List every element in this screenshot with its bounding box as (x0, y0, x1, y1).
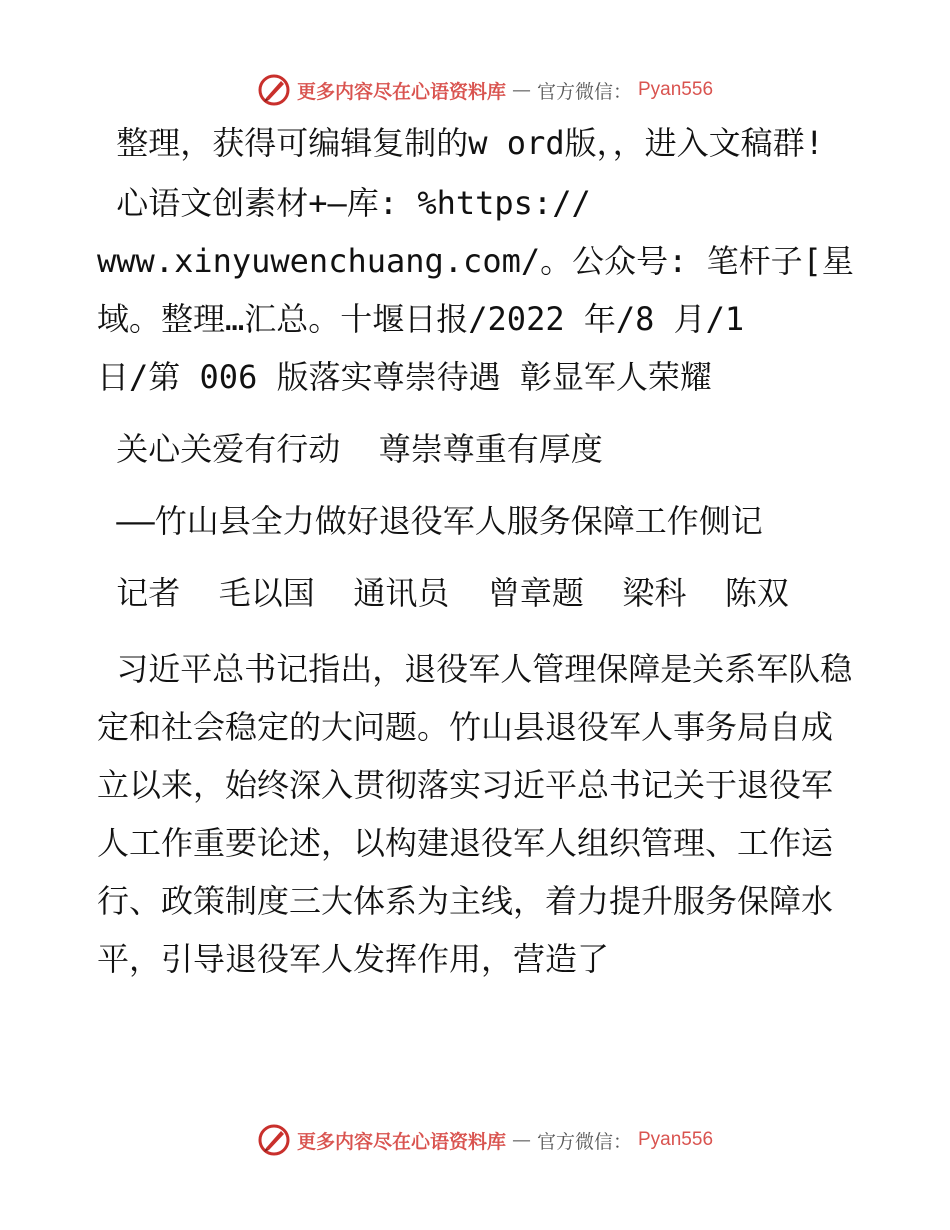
pen-logo-icon (257, 1123, 291, 1157)
header-banner-label: 官方微信： (536, 80, 632, 103)
article-subheadline: ——竹山县全力做好退役军人服务保障工作侧记 (97, 502, 763, 540)
footer-banner-wechat-id: Pyan556 (638, 1129, 714, 1150)
pen-logo-icon (257, 73, 291, 107)
footer-banner-label: 官方微信： (536, 1130, 632, 1153)
header-banner-text: 更多内容尽在心语资料库 (296, 80, 506, 103)
source-paragraph: 心语文创素材+—库: %https:// www.xinyuwenchuang.com/。公众号: 笔杆子[星域。整理…汇总。十堰日报/2022 年/8 月/1 日/第 006 版落实尊崇待遇 彰显军人荣耀 (97, 184, 854, 396)
header-banner-content (257, 73, 713, 107)
document-body (97, 120, 857, 988)
article-headline: 关心关爱有行动 尊崇尊重有厚度 (97, 430, 603, 468)
header-banner-wechat-id: Pyan556 (638, 79, 714, 100)
header-watermark-banner (0, 70, 950, 110)
footer-banner-dash: — (511, 1129, 531, 1151)
footer-banner-content (257, 1123, 713, 1157)
intro-paragraph: 整理，获得可编辑复制的w ord版，，进入文稿群! (97, 124, 824, 162)
article-body-paragraph: 习近平总书记指出，退役军人管理保障是关系军队稳定和社会稳定的大问题。竹山县退役军人事务局自成立以来，始终深入贯彻落实习近平总书记关于退役军人工作重要论述，以构建退役军人组织管理、工作运行、政策制度三大体系为主线，着力提升服务保障水平，引导退役军人发挥作用，营造了 (97, 650, 853, 978)
article-byline: 记者 毛以国 通讯员 曾章题 梁科 陈双 (97, 574, 789, 612)
footer-watermark-banner (0, 1120, 950, 1160)
footer-banner-text: 更多内容尽在心语资料库 (296, 1130, 506, 1153)
header-banner-dash: — (511, 79, 531, 101)
